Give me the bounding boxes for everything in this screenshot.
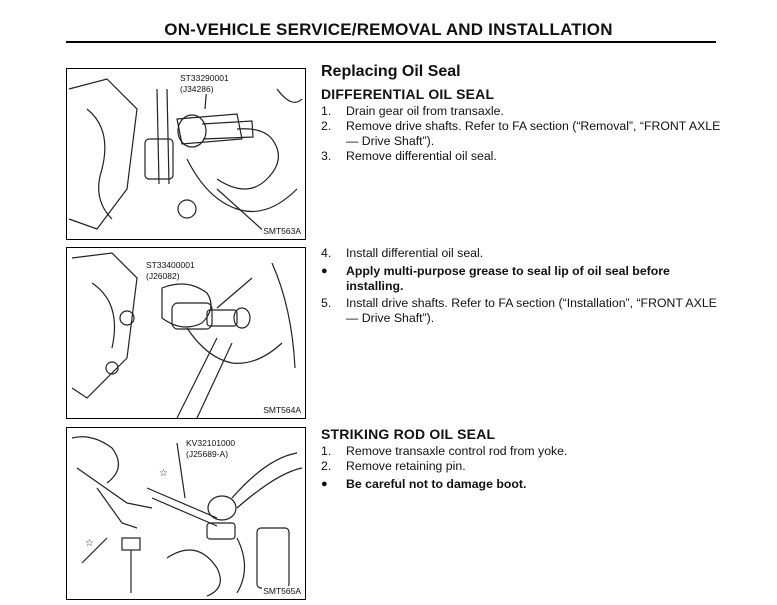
differential-oil-seal-text (321, 64, 721, 164)
tool-number-callout: ST33290001 (180, 73, 229, 83)
section-title: Replacing Oil Seal (321, 63, 461, 80)
tool-number-callout-alt: (J25689-A) (186, 449, 229, 459)
step-number: 3. (321, 149, 332, 163)
procedure-step (321, 246, 721, 261)
differential-seal-installation-illustration (67, 248, 305, 418)
step-number: 4. (321, 246, 332, 260)
step-text: Drain gear oil from transaxle. (346, 104, 504, 118)
step-text: Install drive shafts. Refer to FA section (“Installation”, “FRONT AXLE — Drive Shaft”). (346, 296, 717, 325)
step-text: Remove differential oil seal. (346, 149, 497, 163)
svg-text:☆: ☆ (159, 468, 168, 479)
bullet-icon: ● (321, 478, 328, 490)
figure-code: SMT564A (263, 405, 301, 415)
step-number: 2. (321, 119, 332, 133)
step-text: Remove retaining pin. (346, 459, 466, 473)
procedure-step (321, 104, 721, 119)
differential-seal-removal-illustration (67, 69, 305, 239)
tool-number-callout: KV32101000 (186, 438, 236, 448)
striking-rod-oil-seal-heading: STRIKING ROD OIL SEAL (321, 426, 496, 442)
step-number: 5. (321, 296, 332, 310)
tool-number-callout-alt: (J26082) (146, 271, 180, 281)
procedure-step (321, 459, 721, 474)
differential-installation-text (321, 246, 721, 326)
step-text: Be careful not to damage boot. (346, 477, 527, 491)
figure-code: SMT563A (263, 226, 301, 236)
procedure-step (321, 149, 721, 164)
figure-differential-seal-installation (66, 247, 306, 419)
caution-note (321, 477, 721, 492)
tool-number-callout-alt: (J34286) (180, 84, 214, 94)
caution-note (321, 264, 721, 294)
figure-code: SMT565A (263, 586, 301, 596)
striking-rod-oil-seal-text (321, 427, 721, 492)
step-number: 1. (321, 444, 332, 458)
step-text: Apply multi-purpose grease to seal lip of oil seal before installing. (346, 264, 670, 293)
bullet-icon: ● (321, 265, 328, 277)
step-number: 2. (321, 459, 332, 473)
step-text: Install differential oil seal. (346, 246, 484, 260)
page-title: ON-VEHICLE SERVICE/REMOVAL AND INSTALLATION (164, 20, 613, 39)
differential-oil-seal-heading: DIFFERENTIAL OIL SEAL (321, 86, 495, 102)
figure-differential-seal-removal (66, 68, 306, 240)
step-text: Remove transaxle control rod from yoke. (346, 444, 568, 458)
step-text: Remove drive shafts. Refer to FA section (“Removal”, “FRONT AXLE — Drive Shaft”). (346, 119, 721, 148)
procedure-step (321, 444, 721, 459)
procedure-step (321, 296, 721, 326)
figure-striking-rod-seal (66, 427, 306, 600)
procedure-step (321, 119, 721, 149)
title-divider (66, 41, 716, 43)
svg-text:☆: ☆ (85, 538, 94, 549)
tool-number-callout: ST33400001 (146, 260, 195, 270)
step-number: 1. (321, 104, 332, 118)
